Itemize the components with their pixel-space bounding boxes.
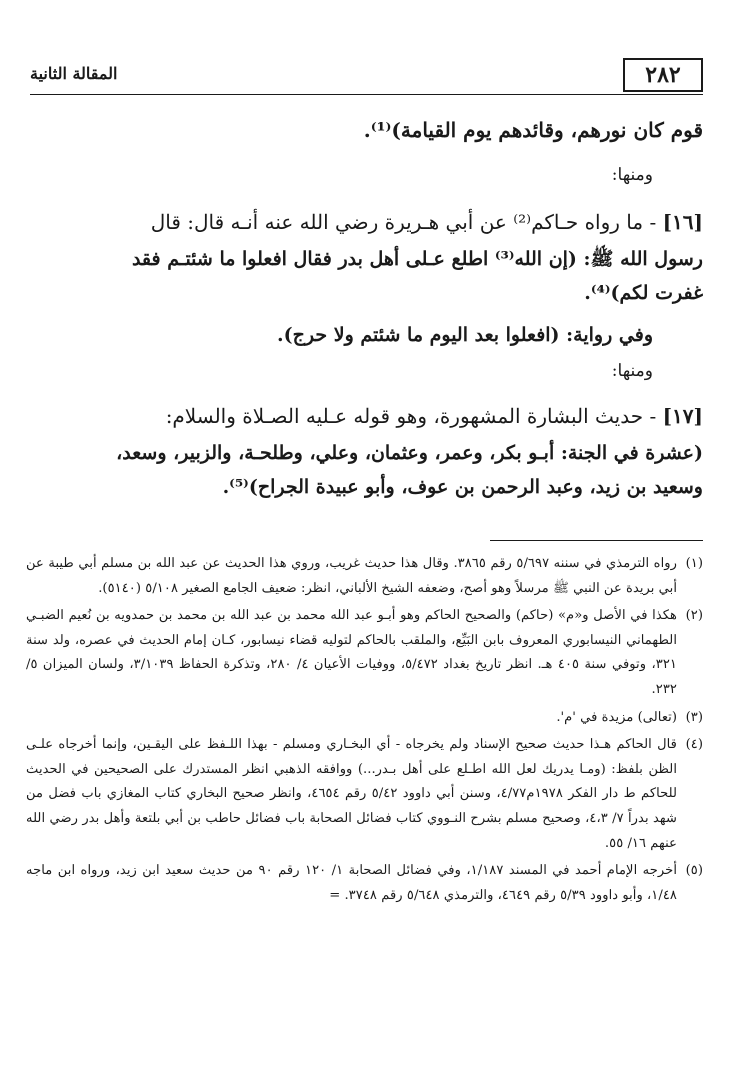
hadith-16-number: [١٦] <box>662 210 703 234</box>
text-line-9: (عشرة في الجنة: أبـو بكر، وعمر، وعثمان، وعلي، وطلحـة، والزبير، وسعد، <box>116 442 703 464</box>
footnote-5 <box>26 859 703 908</box>
footnote-5-text: أخرجه الإمام أحمد في المسند ١/١٨٧، وفي فضائل الصحابة ١/ ١٢٠ رقم ٩٠ من حديث سعيد ابن زيد، ورواه ابن ماجه ١/٤٨، وأبو داوود ٥/٣٩ رقم ٤٦٤٩، والترمذي ٥/٦٤٨ رقم ٣٧٤٨. = <box>26 863 677 903</box>
footnote-2-number: (٢) <box>685 608 703 624</box>
footnote-2-text: هكذا في الأصل و«م» (حاكم) والصحيح الحاكم وهو أبـو عبد الله محمد بن عبد الله بن محمد بن حمدويه بن نُعيم الضبـي الطهماني النيسابوري المعروف بابن البَيِّع، والملقب بالحاكم لتوليه قضاء نيسابور، كـان إمام الحديث في عصره، ولد سنة ٣٢١، وتوفي سنة ٤٠٥ هـ. انظر تاريخ بغداد ٥/٤٧٢، ووفيات الأعيان ٤/ ٢٨٠، وتذكرة الحفاظ ٣/١٠٣٩، ولسان الميزان ٥/ ٢٣٢. <box>26 608 677 697</box>
header-rule <box>30 94 703 95</box>
text-line-5: غفرت لكم)⁽⁴⁾. <box>584 282 703 304</box>
text-line-7: ومنها: <box>611 361 653 381</box>
text-line-6: وفي رواية: (افعلوا بعد اليوم ما شئتم ولا حرج). <box>277 324 653 346</box>
footnote-3-text: (تعالى) مزيدة في 'م'. <box>556 709 677 725</box>
footnote-1-number: (١) <box>685 556 703 571</box>
footnote-4-number: (٤) <box>685 737 703 753</box>
hadith-16-text: - ما رواه حـاكم⁽²⁾ عن أبي هـريرة رضي الله عنه أنـه قال: قال <box>150 210 657 234</box>
text-line-1: قوم كان نورهم، وقائدهم يوم القيامة)⁽¹⁾. <box>363 118 703 142</box>
footnote-1-text: رواه الترمذي في سننه ٥/٦٩٧ رقم ٣٨٦٥. وقال هذا حديث غريب، وروي هذا الحديث عن عبد الله بن مسلم أبي طيبة عن أبي بريدة عن النبي ﷺ مرسلاً وهو أصح، وضعفه الشيخ الألباني، انظر: ضعيف الجامع الصغير ٥/١٠٨ (٥١٤٠). <box>26 556 677 596</box>
footnote-4 <box>26 733 703 856</box>
footnote-1 <box>26 552 703 601</box>
footnote-3 <box>26 706 703 731</box>
hadith-17-text: - حديث البشارة المشهورة، وهو قوله عـليه الصـلاة والسلام: <box>165 404 657 428</box>
page-number: ٢٨٢ <box>623 58 703 92</box>
footnote-5-number: (٥) <box>685 863 703 879</box>
text-line-10: وسعيد بن زيد، وعبد الرحمن بن عوف، وأبو عبيدة الجراح)⁽⁵⁾. <box>222 476 703 498</box>
footnote-2 <box>26 604 703 702</box>
main-text <box>30 110 703 504</box>
footnote-rule <box>490 540 703 541</box>
hadith-17-line <box>30 396 703 436</box>
running-title: المقالة الثانية <box>30 64 118 83</box>
text-line-4: رسول الله ﷺ: (إن الله⁽³⁾ اطلع عـلى أهل بدر فقال افعلوا ما شئتـم فقد <box>131 248 703 270</box>
footnote-3-number: (٣) <box>685 709 703 725</box>
footnote-4-text: قال الحاكم هـذا حديث صحيح الإسناد ولم يخرجاه - أي البخـاري ومسلم - بهذا اللـفظ على اليقـين، وإنما أخرجاه علـى الظن بلفظ: (ومـا يدريك لعل الله اطـلع على أهل بـدر...) ووافقه الذهبي انظر المستدرك على الصحيحين في الحديث للحاكم ط دار الفكر ١٩٧٨م٤/٧٧، وسنن أبي داوود ٥/٤٢ رقم ٤٦٥٤، وانظر صحيح البخاري كتاب المغازي باب فضل من شهد بدراً ٧/ ٤،٣، وصحيح مسلم بشرح النـووي كتاب فضائل الصحابة باب فضائل حاطب بن أبي بلتعة وأهل بدر رضي الله عنهم ١٦/ ٥٥. <box>26 737 678 851</box>
page-header <box>30 58 703 98</box>
text-line-2: ومنها: <box>611 165 653 185</box>
hadith-16-line <box>30 202 703 242</box>
hadith-17-number: [١٧] <box>662 404 703 428</box>
footnotes <box>26 552 703 911</box>
